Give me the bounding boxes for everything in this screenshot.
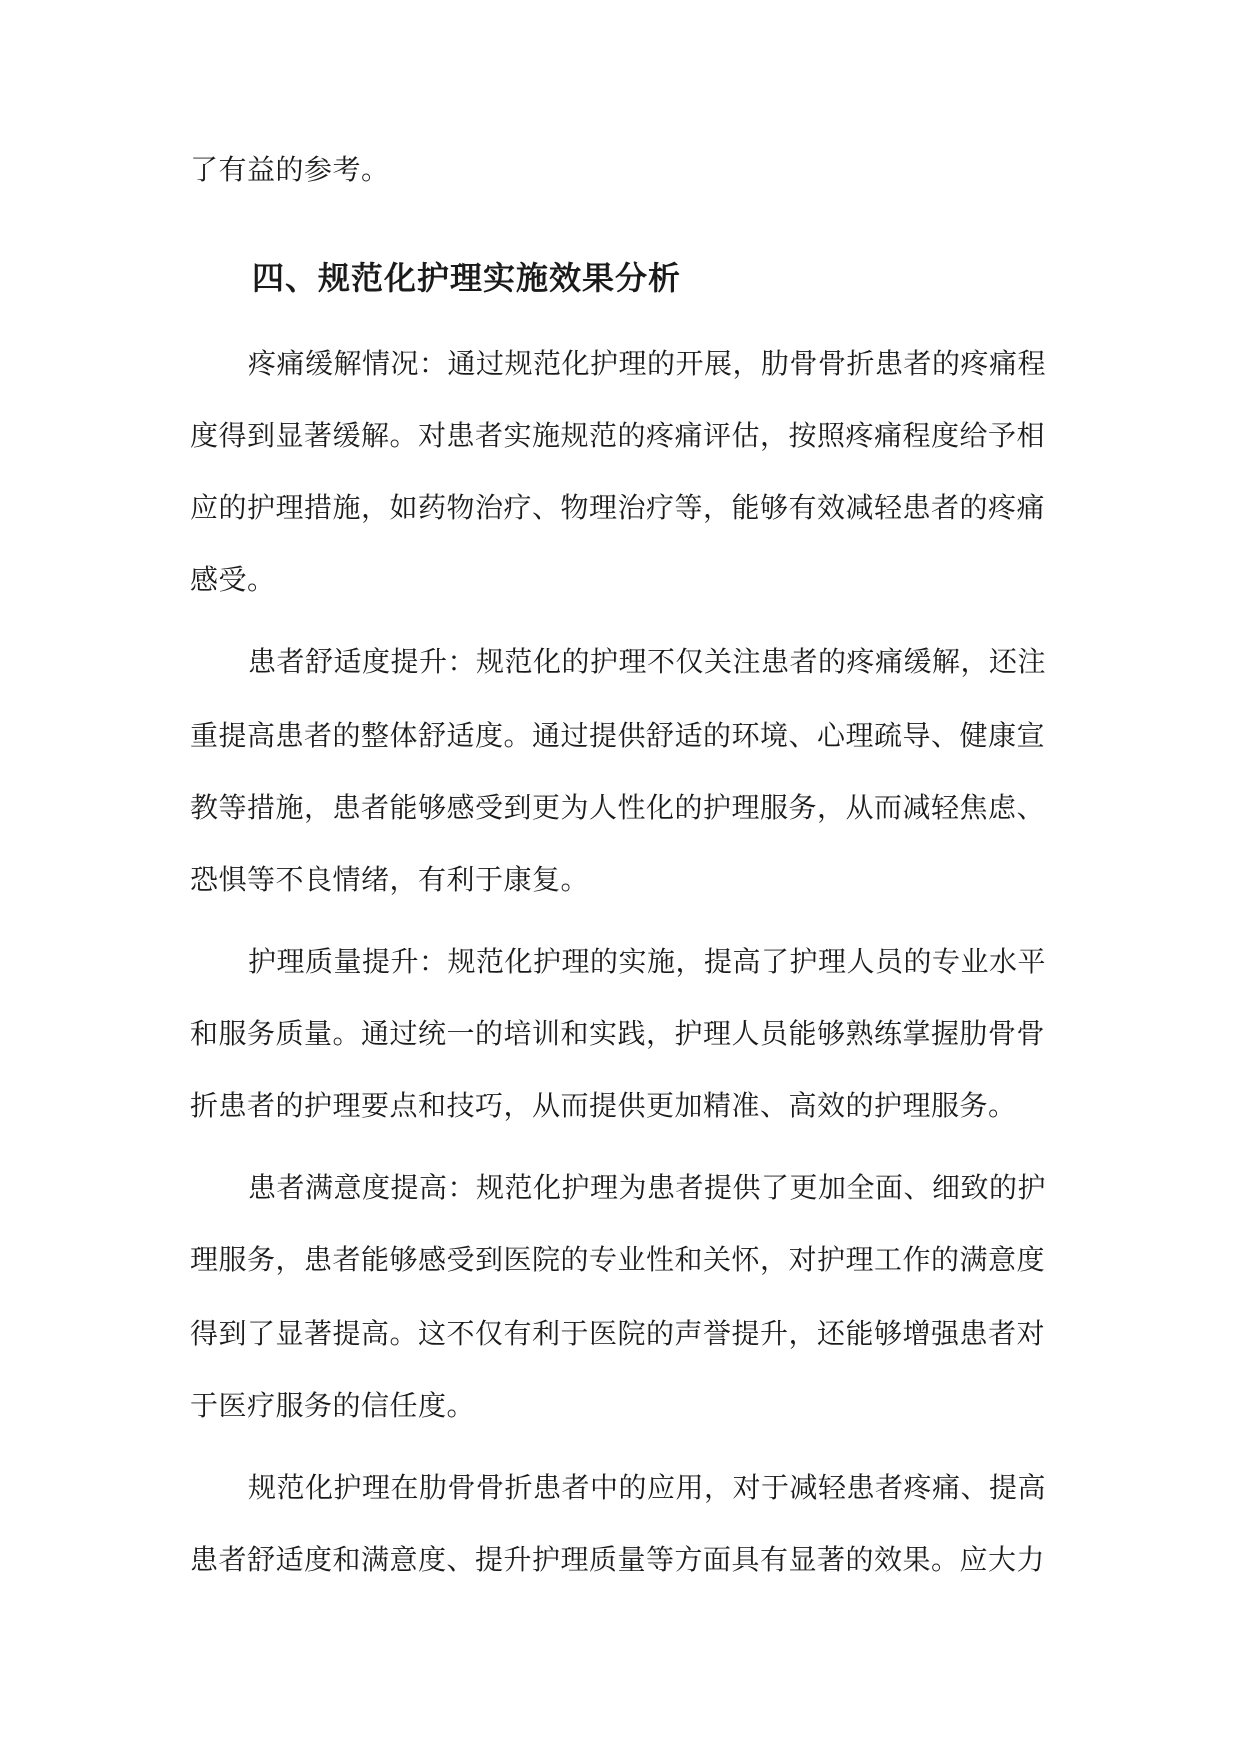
paragraph-line: 感受。 [190, 563, 276, 596]
paragraph-line: 重提高患者的整体舒适度。通过提供舒适的环境、心理疏导、健康宣 [190, 719, 1046, 752]
carryover-text: 了有益的参考。 [190, 153, 390, 186]
paragraph-line: 和服务质量。通过统一的培训和实践，护理人员能够熟练掌握肋骨骨 [190, 1017, 1046, 1050]
paragraph-line: 患者满意度提高：规范化护理为患者提供了更加全面、细致的护 [248, 1171, 1047, 1204]
paragraph-line: 疼痛缓解情况：通过规范化护理的开展，肋骨骨折患者的疼痛程 [248, 347, 1047, 380]
paragraph-line: 度得到显著缓解。对患者实施规范的疼痛评估，按照疼痛程度给予相 [190, 419, 1046, 452]
section-heading: 四、规范化护理实施效果分析 [252, 259, 682, 297]
paragraph-line: 恐惧等不良情绪，有利于康复。 [190, 863, 590, 896]
paragraph-line: 教等措施，患者能够感受到更为人性化的护理服务，从而减轻焦虑、 [190, 791, 1046, 824]
paragraph-line: 应的护理措施，如药物治疗、物理治疗等，能够有效减轻患者的疼痛 [190, 491, 1046, 524]
paragraph-line: 患者舒适度提升：规范化的护理不仅关注患者的疼痛缓解，还注 [248, 645, 1047, 678]
paragraph-line: 护理质量提升：规范化护理的实施，提高了护理人员的专业水平 [248, 945, 1047, 978]
paragraph-line: 得到了显著提高。这不仅有利于医院的声誉提升，还能够增强患者对 [190, 1317, 1046, 1350]
paragraph-line: 于医疗服务的信任度。 [190, 1389, 476, 1422]
paragraph-line: 理服务，患者能够感受到医院的专业性和关怀，对护理工作的满意度 [190, 1243, 1046, 1276]
paragraph-line: 折患者的护理要点和技巧，从而提供更加精准、高效的护理服务。 [190, 1089, 1017, 1122]
paragraph-line: 患者舒适度和满意度、提升护理质量等方面具有显著的效果。应大力 [190, 1543, 1046, 1576]
paragraph-line: 规范化护理在肋骨骨折患者中的应用，对于减轻患者疼痛、提高 [248, 1471, 1047, 1504]
